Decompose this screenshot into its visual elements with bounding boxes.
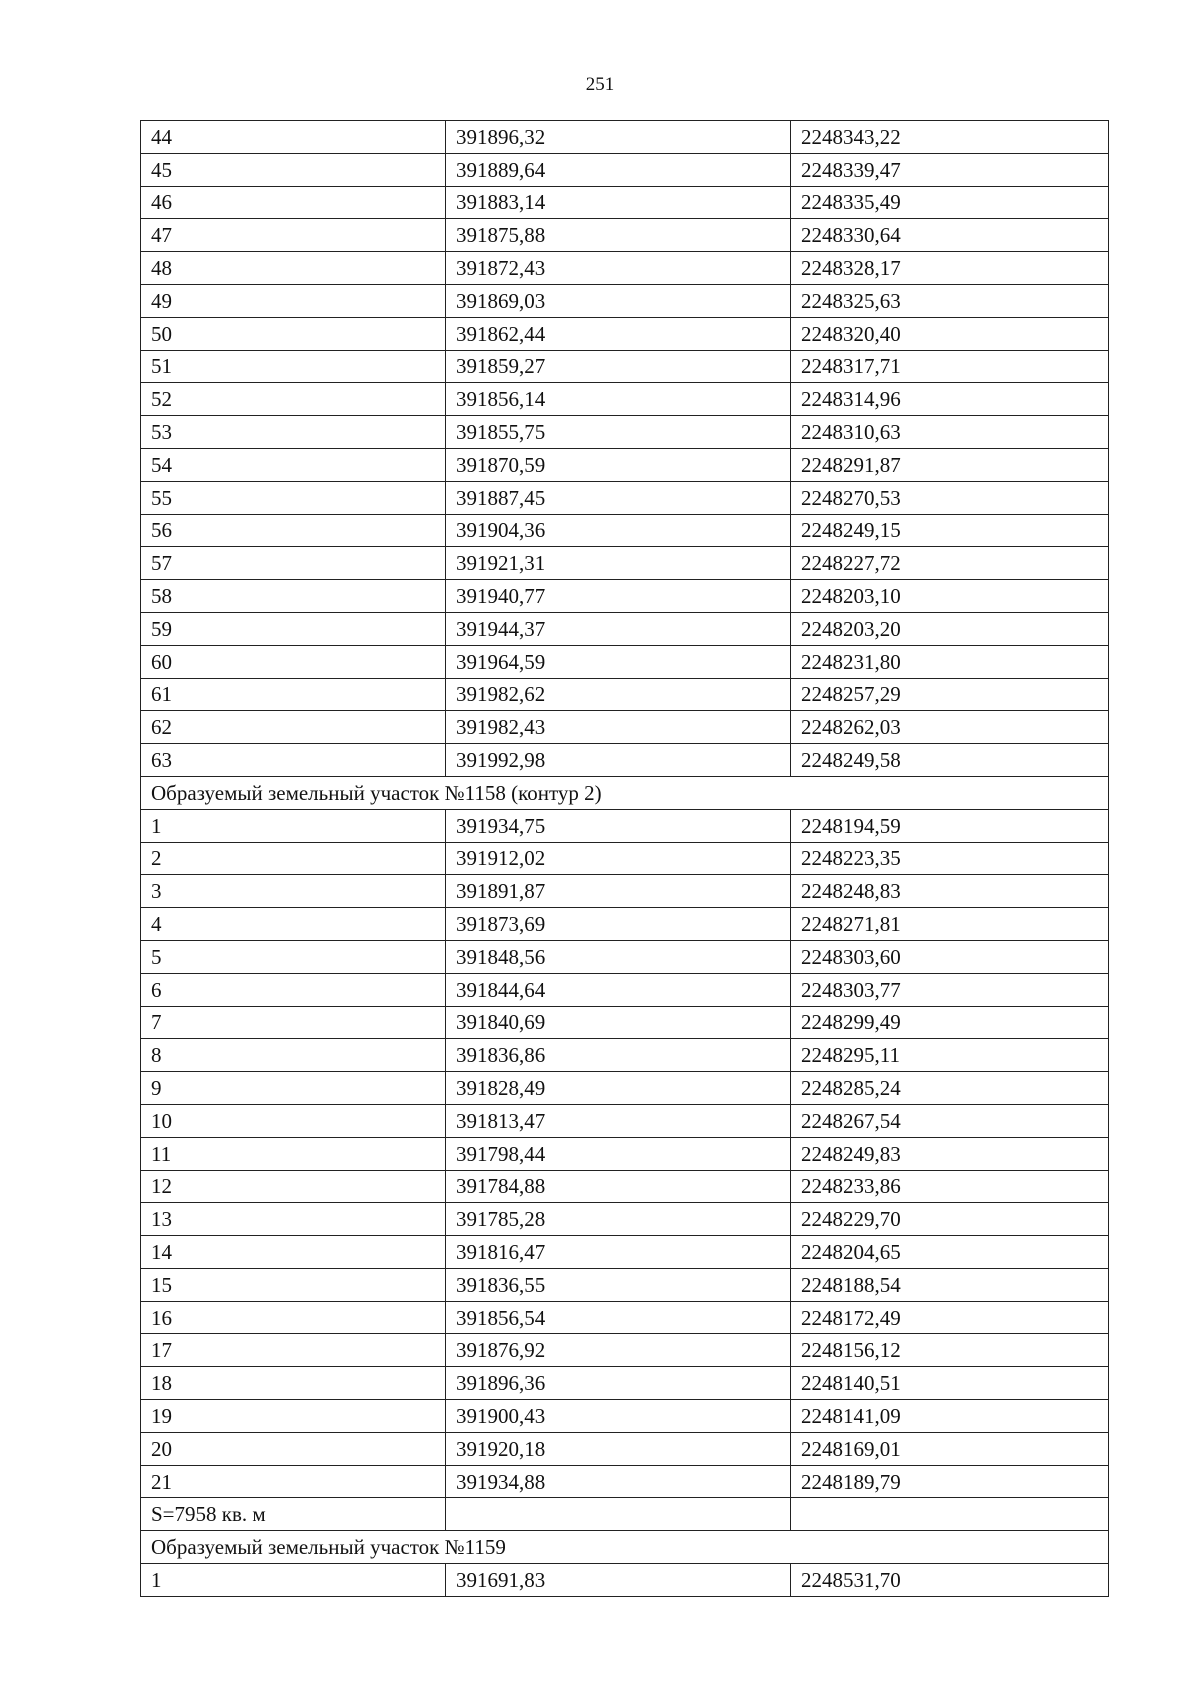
point-number-cell: 8 — [141, 1039, 446, 1072]
x-coordinate-cell: 391859,27 — [446, 350, 791, 383]
table-row — [141, 1432, 1109, 1465]
point-number-cell: 63 — [141, 744, 446, 777]
table-row — [141, 1137, 1109, 1170]
table-row — [141, 1465, 1109, 1498]
table-row — [141, 317, 1109, 350]
x-coordinate-cell: 391900,43 — [446, 1400, 791, 1433]
table-row — [141, 1367, 1109, 1400]
point-number-cell: 51 — [141, 350, 446, 383]
x-coordinate-cell: 391862,44 — [446, 317, 791, 350]
point-number-cell: 3 — [141, 875, 446, 908]
table-row — [141, 973, 1109, 1006]
section-title-cell: Образуемый земельный участок №1159 — [141, 1531, 1109, 1564]
point-number-cell: 15 — [141, 1268, 446, 1301]
y-coordinate-cell: 2248339,47 — [791, 153, 1109, 186]
table-row — [141, 1006, 1109, 1039]
x-coordinate-cell: 391691,83 — [446, 1564, 791, 1597]
x-coordinate-cell: 391896,32 — [446, 121, 791, 154]
y-coordinate-cell: 2248335,49 — [791, 186, 1109, 219]
point-number-cell: 20 — [141, 1432, 446, 1465]
table-row — [141, 580, 1109, 613]
x-coordinate-cell: 391875,88 — [446, 219, 791, 252]
table-row — [141, 1072, 1109, 1105]
table-row — [141, 153, 1109, 186]
y-coordinate-cell: 2248141,09 — [791, 1400, 1109, 1433]
x-coordinate-cell: 391844,64 — [446, 973, 791, 1006]
y-coordinate-cell: 2248229,70 — [791, 1203, 1109, 1236]
point-number-cell: 60 — [141, 645, 446, 678]
y-coordinate-cell: 2248172,49 — [791, 1301, 1109, 1334]
x-coordinate-cell: 391904,36 — [446, 514, 791, 547]
y-coordinate-cell: 2248328,17 — [791, 252, 1109, 285]
area-cell: S=7958 кв. м — [141, 1498, 446, 1531]
page-number: 251 — [585, 74, 615, 95]
table-row — [141, 252, 1109, 285]
y-coordinate-cell: 2248320,40 — [791, 317, 1109, 350]
table-row — [141, 1104, 1109, 1137]
y-coordinate-cell: 2248203,20 — [791, 612, 1109, 645]
coordinates-table-body — [141, 121, 1109, 1597]
x-coordinate-cell: 391944,37 — [446, 612, 791, 645]
table-row — [141, 383, 1109, 416]
table-row — [141, 350, 1109, 383]
x-coordinate-cell: 391836,86 — [446, 1039, 791, 1072]
point-number-cell: 6 — [141, 973, 446, 1006]
y-coordinate-cell: 2248233,86 — [791, 1170, 1109, 1203]
y-coordinate-cell: 2248267,54 — [791, 1104, 1109, 1137]
y-coordinate-cell: 2248299,49 — [791, 1006, 1109, 1039]
point-number-cell: 44 — [141, 121, 446, 154]
x-coordinate-cell: 391982,62 — [446, 678, 791, 711]
table-row — [141, 514, 1109, 547]
y-coordinate-cell: 2248317,71 — [791, 350, 1109, 383]
point-number-cell: 47 — [141, 219, 446, 252]
point-number-cell: 52 — [141, 383, 446, 416]
point-number-cell: 10 — [141, 1104, 446, 1137]
point-number-cell: 57 — [141, 547, 446, 580]
point-number-cell: 54 — [141, 448, 446, 481]
x-coordinate-cell: 391870,59 — [446, 448, 791, 481]
table-row — [141, 121, 1109, 154]
y-coordinate-cell: 2248194,59 — [791, 809, 1109, 842]
x-coordinate-cell: 391887,45 — [446, 481, 791, 514]
y-coordinate-cell: 2248303,60 — [791, 940, 1109, 973]
section-header-row — [141, 776, 1109, 809]
y-coordinate-cell: 2248156,12 — [791, 1334, 1109, 1367]
point-number-cell: 55 — [141, 481, 446, 514]
point-number-cell: 14 — [141, 1236, 446, 1269]
y-coordinate-cell: 2248310,63 — [791, 416, 1109, 449]
y-coordinate-cell: 2248330,64 — [791, 219, 1109, 252]
table-row — [141, 1039, 1109, 1072]
table-row — [141, 842, 1109, 875]
table-row — [141, 940, 1109, 973]
point-number-cell: 53 — [141, 416, 446, 449]
x-coordinate-cell: 391889,64 — [446, 153, 791, 186]
y-coordinate-cell: 2248140,51 — [791, 1367, 1109, 1400]
x-coordinate-cell: 391784,88 — [446, 1170, 791, 1203]
point-number-cell: 46 — [141, 186, 446, 219]
table-row — [141, 1268, 1109, 1301]
y-coordinate-cell: 2248248,83 — [791, 875, 1109, 908]
y-coordinate-cell: 2248223,35 — [791, 842, 1109, 875]
x-coordinate-cell: 391920,18 — [446, 1432, 791, 1465]
x-coordinate-cell: 391876,92 — [446, 1334, 791, 1367]
point-number-cell: 17 — [141, 1334, 446, 1367]
point-number-cell: 7 — [141, 1006, 446, 1039]
y-coordinate-cell: 2248203,10 — [791, 580, 1109, 613]
table-row — [141, 1236, 1109, 1269]
point-number-cell: 49 — [141, 284, 446, 317]
table-row — [141, 481, 1109, 514]
table-row — [141, 448, 1109, 481]
table-row — [141, 219, 1109, 252]
y-coordinate-cell: 2248285,24 — [791, 1072, 1109, 1105]
point-number-cell: 1 — [141, 809, 446, 842]
x-coordinate-cell: 391896,36 — [446, 1367, 791, 1400]
y-coordinate-cell: 2248249,83 — [791, 1137, 1109, 1170]
y-coordinate-cell: 2248249,58 — [791, 744, 1109, 777]
x-coordinate-cell: 391872,43 — [446, 252, 791, 285]
x-coordinate-cell: 391964,59 — [446, 645, 791, 678]
x-coordinate-cell: 391856,14 — [446, 383, 791, 416]
point-number-cell: 61 — [141, 678, 446, 711]
y-coordinate-cell: 2248531,70 — [791, 1564, 1109, 1597]
point-number-cell: 58 — [141, 580, 446, 613]
x-coordinate-cell: 391873,69 — [446, 908, 791, 941]
section-header-row — [141, 1531, 1109, 1564]
x-coordinate-cell — [446, 1498, 791, 1531]
point-number-cell: 1 — [141, 1564, 446, 1597]
area-row — [141, 1498, 1109, 1531]
x-coordinate-cell: 391798,44 — [446, 1137, 791, 1170]
table-row — [141, 1170, 1109, 1203]
point-number-cell: 19 — [141, 1400, 446, 1433]
point-number-cell: 4 — [141, 908, 446, 941]
x-coordinate-cell: 391785,28 — [446, 1203, 791, 1236]
y-coordinate-cell: 2248314,96 — [791, 383, 1109, 416]
y-coordinate-cell: 2248257,29 — [791, 678, 1109, 711]
table-row — [141, 1334, 1109, 1367]
point-number-cell: 2 — [141, 842, 446, 875]
point-number-cell: 9 — [141, 1072, 446, 1105]
table-row — [141, 1301, 1109, 1334]
y-coordinate-cell: 2248343,22 — [791, 121, 1109, 154]
y-coordinate-cell: 2248188,54 — [791, 1268, 1109, 1301]
table-row — [141, 645, 1109, 678]
x-coordinate-cell: 391836,55 — [446, 1268, 791, 1301]
x-coordinate-cell: 391855,75 — [446, 416, 791, 449]
x-coordinate-cell: 391982,43 — [446, 711, 791, 744]
section-title-cell: Образуемый земельный участок №1158 (контур 2) — [141, 776, 1109, 809]
table-row — [141, 711, 1109, 744]
y-coordinate-cell: 2248262,03 — [791, 711, 1109, 744]
table-row — [141, 744, 1109, 777]
x-coordinate-cell: 391828,49 — [446, 1072, 791, 1105]
x-coordinate-cell: 391891,87 — [446, 875, 791, 908]
y-coordinate-cell: 2248204,65 — [791, 1236, 1109, 1269]
point-number-cell: 5 — [141, 940, 446, 973]
table-row — [141, 1400, 1109, 1433]
point-number-cell: 16 — [141, 1301, 446, 1334]
table-row — [141, 809, 1109, 842]
point-number-cell: 18 — [141, 1367, 446, 1400]
x-coordinate-cell: 391813,47 — [446, 1104, 791, 1137]
point-number-cell: 12 — [141, 1170, 446, 1203]
point-number-cell: 45 — [141, 153, 446, 186]
x-coordinate-cell: 391992,98 — [446, 744, 791, 777]
x-coordinate-cell: 391869,03 — [446, 284, 791, 317]
y-coordinate-cell: 2248270,53 — [791, 481, 1109, 514]
y-coordinate-cell: 2248231,80 — [791, 645, 1109, 678]
table-row — [141, 547, 1109, 580]
point-number-cell: 56 — [141, 514, 446, 547]
y-coordinate-cell: 2248295,11 — [791, 1039, 1109, 1072]
x-coordinate-cell: 391883,14 — [446, 186, 791, 219]
y-coordinate-cell: 2248325,63 — [791, 284, 1109, 317]
y-coordinate-cell: 2248303,77 — [791, 973, 1109, 1006]
x-coordinate-cell: 391856,54 — [446, 1301, 791, 1334]
y-coordinate-cell: 2248271,81 — [791, 908, 1109, 941]
point-number-cell: 50 — [141, 317, 446, 350]
x-coordinate-cell: 391940,77 — [446, 580, 791, 613]
x-coordinate-cell: 391934,75 — [446, 809, 791, 842]
table-row — [141, 678, 1109, 711]
y-coordinate-cell: 2248169,01 — [791, 1432, 1109, 1465]
point-number-cell: 21 — [141, 1465, 446, 1498]
table-row — [141, 612, 1109, 645]
x-coordinate-cell: 391848,56 — [446, 940, 791, 973]
point-number-cell: 48 — [141, 252, 446, 285]
x-coordinate-cell: 391921,31 — [446, 547, 791, 580]
point-number-cell: 11 — [141, 1137, 446, 1170]
table-row — [141, 416, 1109, 449]
table-row — [141, 186, 1109, 219]
table-row — [141, 875, 1109, 908]
y-coordinate-cell: 2248291,87 — [791, 448, 1109, 481]
table-row — [141, 1203, 1109, 1236]
table-row — [141, 1564, 1109, 1597]
table-row — [141, 908, 1109, 941]
x-coordinate-cell: 391840,69 — [446, 1006, 791, 1039]
y-coordinate-cell — [791, 1498, 1109, 1531]
y-coordinate-cell: 2248227,72 — [791, 547, 1109, 580]
coordinates-table — [140, 120, 1109, 1597]
x-coordinate-cell: 391816,47 — [446, 1236, 791, 1269]
point-number-cell: 62 — [141, 711, 446, 744]
table-row — [141, 284, 1109, 317]
y-coordinate-cell: 2248249,15 — [791, 514, 1109, 547]
point-number-cell: 59 — [141, 612, 446, 645]
x-coordinate-cell: 391912,02 — [446, 842, 791, 875]
point-number-cell: 13 — [141, 1203, 446, 1236]
x-coordinate-cell: 391934,88 — [446, 1465, 791, 1498]
y-coordinate-cell: 2248189,79 — [791, 1465, 1109, 1498]
